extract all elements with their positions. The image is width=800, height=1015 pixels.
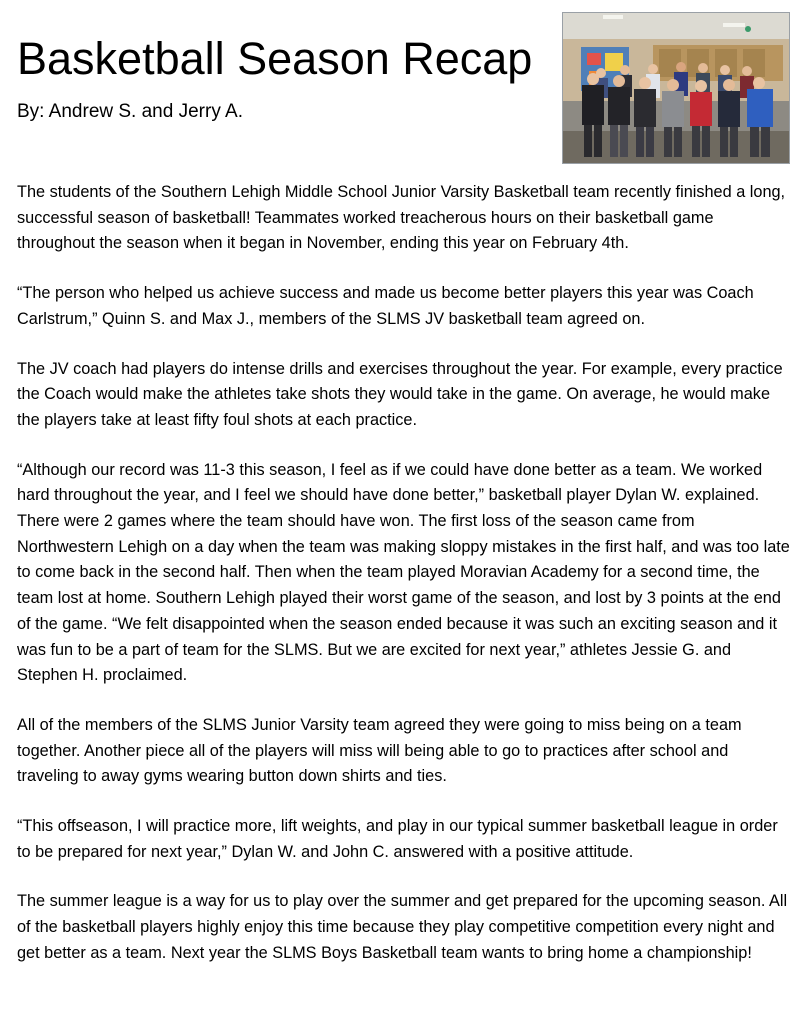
article-byline: By: Andrew S. and Jerry A.	[17, 101, 243, 122]
article-paragraph: “The person who helped us achieve success and made us become better players this year was Coach Carlstrum,” Quinn S. and Max J., members of the SLMS JV basketball team agreed on.	[17, 284, 754, 328]
article-paragraph: All of the members of the SLMS Junior Varsity team agreed they were going to miss being on a team together. Another piece all of the players will miss will being able to go to practices after school and traveling to away gyms wearing button down shirts and ties.	[17, 715, 742, 786]
article-paragraph: “This offseason, I will practice more, lift weights, and play in our typical summer basketball league in order to be prepared for next year,” Dylan W. and John C. answered with a positive attitude.	[17, 817, 778, 861]
article-body	[17, 180, 790, 991]
article-paragraph: The JV coach had players do intense drills and exercises throughout the year. For example, every practice the Coach would make the athletes take shots they would take in the game. On average, he would make the players take at least fifty foul shots at each practice.	[17, 359, 783, 429]
article-title: Basketball Season Recap	[17, 33, 533, 84]
article-paragraph: “Although our record was 11-3 this season, I feel as if we could have done better as a team. We worked hard throughout the year, and I feel we should have done better,” basketball player Dylan W. explained. There were 2 games where the team should have won. The first loss of the season came from Northwestern Lehigh on a day when the team was making sloppy mistakes in the first half, and was too late to come back in the second half. Then when the team played Moravian Academy for a second time, the team lost at home. Southern Lehigh played their worst game of the season, and lost by 3 points at the end of the game. “We felt disappointed when the season ended because it was such an exciting season and it was fun to be a part of team for the SLMS. But we are excited for next year,” athletes Jessie G. and Stephen H. proclaimed.	[17, 460, 790, 685]
article-paragraph: The summer league is a way for us to play over the summer and get prepared for the upcoming season. All of the basketball players highly enjoy this time because they play competitive competition every night and get better as a team. Next year the SLMS Boys Basketball team wants to bring home a championship!	[17, 892, 788, 962]
team-photo	[562, 12, 790, 164]
article-paragraph: The students of the Southern Lehigh Middle School Junior Varsity Basketball team recently finished a long, successful season of basketball! Teammates worked treacherous hours on their basketball game throughout the season when it began in November, ending this year on February 4th.	[17, 183, 786, 253]
